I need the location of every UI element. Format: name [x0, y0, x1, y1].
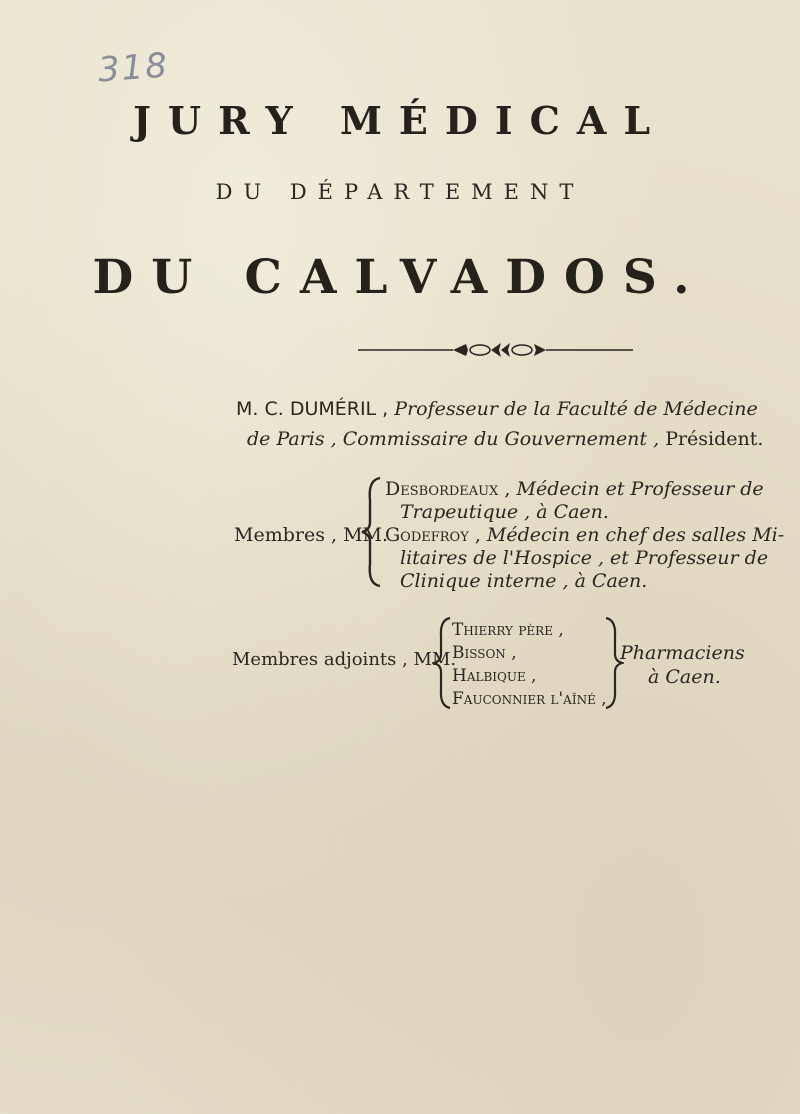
- membre-desbordeaux-title: Médecin et Professeur de: [516, 478, 764, 500]
- title-jury-medical: JURY MÉDICAL: [132, 98, 668, 143]
- membre-desbordeaux-line-2: Trapeutique , à Caen.: [400, 501, 609, 523]
- adjoints-role-1: Pharmaciens: [620, 642, 745, 664]
- membres-label: Membres , MM.: [234, 524, 389, 546]
- membres-brace: [360, 476, 382, 588]
- president-title-1: Professeur de la Faculté de Médecine: [394, 398, 758, 420]
- adjoint-name-halbique: Halbique ,: [452, 666, 537, 686]
- adjoint-name-fauconnier: Fauconnier l'aîné ,: [452, 689, 607, 709]
- ornamental-divider: [358, 337, 633, 363]
- membre-godefroy-name: Godefroy ,: [385, 524, 481, 546]
- membre-desbordeaux-line-1: [385, 478, 764, 500]
- president-line-2: [247, 428, 763, 450]
- president-name: M. C. DUMÉRIL ,: [236, 398, 389, 420]
- archive-number: 318: [96, 45, 171, 91]
- membre-godefroy-line-2: litaires de l'Hospice , et Professeur de: [400, 547, 769, 569]
- president-title-2: de Paris , Commissaire du Gouvernement ,: [247, 428, 660, 450]
- membre-godefroy-title: Médecin en chef des salles Mi-: [486, 524, 785, 546]
- membre-desbordeaux-name: Desbordeaux ,: [385, 478, 511, 500]
- adjoints-role-2: à Caen.: [648, 666, 721, 688]
- adjoint-name-thierry: Thierry père ,: [452, 620, 564, 640]
- title-du-calvados: DU CALVADOS.: [92, 250, 708, 305]
- adjoints-left-brace: [432, 616, 452, 710]
- adjoint-name-bisson: Bisson ,: [452, 643, 517, 663]
- title-du-departement: DU DÉPARTEMENT: [215, 180, 585, 204]
- membre-godefroy-line-1: [385, 524, 784, 546]
- membre-godefroy-line-3: Clinique interne , à Caen.: [400, 570, 648, 592]
- president-line-1: [236, 398, 758, 420]
- adjoints-label: Membres adjoints , MM.: [232, 649, 457, 670]
- president-role: Président.: [665, 428, 764, 450]
